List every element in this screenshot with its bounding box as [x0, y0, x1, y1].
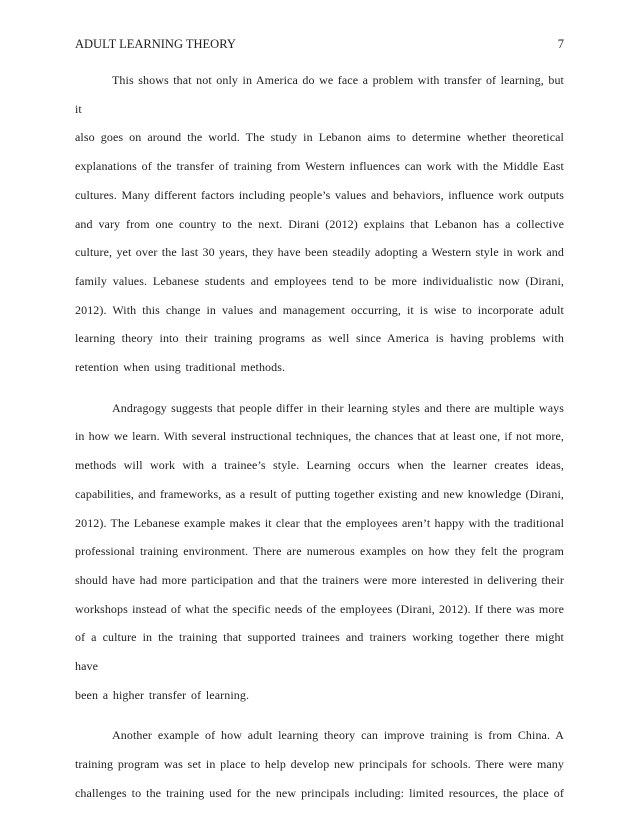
text-line: challenges to the training used for the new principals including: limited resources, the place of	[75, 785, 564, 800]
page-header	[75, 36, 564, 52]
text-line: workshops instead of what the specific needs of the employees (Dirani, 2012). If there was more	[75, 601, 564, 616]
text-line: also goes on around the world. The study in Lebanon aims to determine whether theoretical	[75, 130, 564, 145]
text-line: This shows that not only in America do we face a problem with transfer of learning, but it	[75, 73, 564, 116]
text-line: explanations of the transfer of training from Western influences can work with the Middle East	[75, 159, 564, 174]
text-line: learning theory into their training programs as well since America is having problems with	[75, 331, 564, 346]
paragraph	[75, 66, 564, 382]
text-line: methods will work with a trainee’s style. Learning occurs when the learner creates ideas,	[75, 458, 564, 473]
text-line: been a higher transfer of learning.	[75, 687, 250, 702]
paragraph	[75, 394, 564, 710]
running-head: ADULT LEARNING THEORY	[75, 37, 236, 51]
text-line: 2012). With this change in values and management occurring, it is wise to incorporate adult	[75, 302, 564, 317]
text-line: capabilities, and frameworks, as a result of putting together existing and new knowledge (Dirani,	[75, 486, 564, 501]
page-body	[75, 66, 564, 820]
text-line: training program was set in place to help develop new principals for schools. There were many	[75, 757, 564, 772]
text-line: professional training environment. There are numerous examples on how they felt the program	[75, 544, 564, 559]
paragraph	[75, 721, 564, 807]
text-line: and vary from one country to the next. Dirani (2012) explains that Lebanon has a collective	[75, 216, 564, 231]
text-line: should have had more participation and that the trainers were more interested in delivering their	[75, 572, 564, 587]
text-line: 2012). The Lebanese example makes it clear that the employees aren’t happy with the traditional	[75, 515, 564, 530]
page-number: 7	[557, 37, 564, 51]
text-line: culture, yet over the last 30 years, they have been steadily adopting a Western style in work and	[75, 245, 564, 260]
text-line: retention when using traditional methods.	[75, 360, 286, 375]
text-line: family values. Lebanese students and employees tend to be more individualistic now (Dirani,	[75, 273, 564, 288]
text-line: Another example of how adult learning theory can improve training is from China. A	[112, 728, 564, 743]
text-line: in how we learn. With several instructional techniques, the chances that at least one, if not more,	[75, 429, 564, 444]
text-line: Andragogy suggests that people differ in their learning styles and there are multiple ways	[112, 400, 564, 415]
text-line: cultures. Many different factors including people’s values and behaviors, influence work outputs	[75, 187, 564, 202]
text-line: of a culture in the training that supported trainees and trainers working together there might have	[75, 630, 564, 674]
